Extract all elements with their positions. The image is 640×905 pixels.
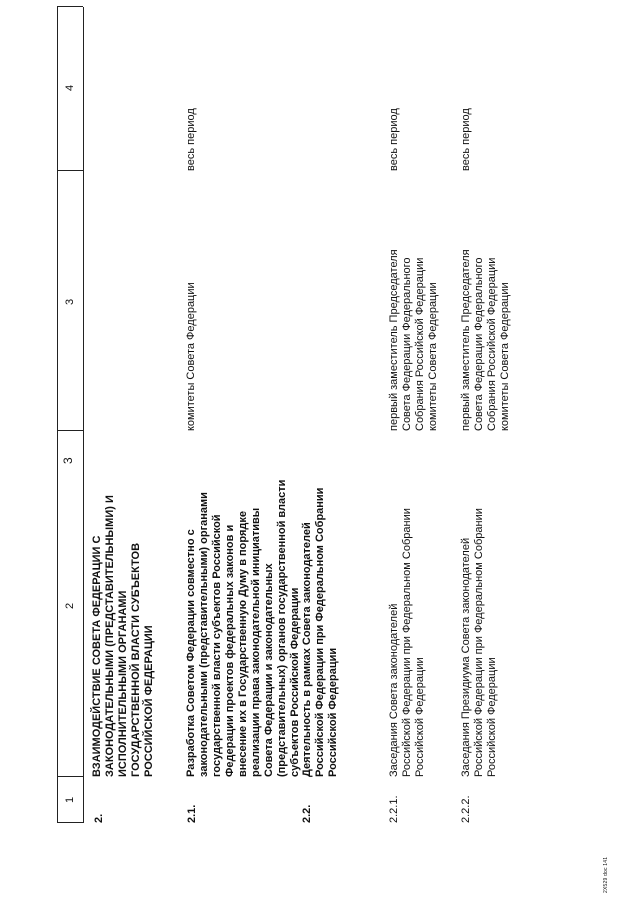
table-top-border: [57, 7, 58, 823]
row-number: 2.1.: [186, 804, 198, 823]
row-text: ВЗАИМОДЕЙСТВИЕ СОВЕТА ФЕДЕРАЦИИ С ЗАКОНОДАТЕЛЬНЫМИ (ПРЕДСТАВИТЕЛЬНЫМИ) И ИСПОЛНИТЕЛЬНЫМИ ОРГАНАМИ ГОСУДАРСТВЕННОЙ ВЛАСТИ СУБЪЕКТОВ РОССИЙСКОЙ ФЕДЕРАЦИИ: [91, 495, 155, 777]
header-col-3: 3: [64, 298, 76, 305]
row-text: Заседания Совета законодателей Российской Федерации при Федеральном Собрании Российской Федерации: [388, 508, 426, 777]
page-number: 3: [61, 457, 75, 464]
header-col-2: 2: [64, 602, 76, 609]
col-divider-1: [57, 776, 83, 777]
row-number: 2.2.1.: [388, 795, 400, 823]
table-header-bottom-border: [83, 7, 84, 823]
row-period: весь период: [460, 108, 472, 171]
col-divider-3: [57, 170, 83, 171]
row-text: Заседания Президиума Совета законодателей Российской Федерации при Федеральном Собрании Российской Федерации: [460, 508, 498, 777]
row-period: весь период: [185, 108, 197, 171]
table-right-border: [57, 6, 83, 7]
header-col-4: 4: [64, 84, 76, 91]
row-text: Разработка Советом Федерации совместно с законодательными (представительными) органами государственной власти субъектов Российской Федерации проектов федеральных законов и внесение их в Государственную Думу в порядке реализации права законодательной инициативы Совета Федерации и законодательных (представительных) органов государственной власти субъектов Российской Федерации: [185, 479, 301, 777]
footer-code: 2X529 doc 141: [603, 856, 609, 893]
header-col-1: 1: [64, 796, 76, 803]
row-period: весь период: [388, 108, 400, 171]
table-left-border: [57, 822, 83, 823]
row-responsible: первый заместитель Председателя Совета Федерации Федерального Собрания Российской Федерации комитеты Совета Федерации: [388, 249, 439, 431]
row-number: 2.: [93, 813, 105, 823]
row-text: Деятельность в рамках Совета законодателей Российской Федерации при Федеральном Собрании Российской Федерации: [301, 487, 339, 777]
col-divider-2: [57, 430, 83, 431]
row-responsible: первый заместитель Председателя Совета Федерации Федерального Собрания Российской Федерации комитеты Совета Федерации: [460, 249, 511, 431]
row-number: 2.2.2.: [460, 795, 472, 823]
row-number: 2.2.: [301, 804, 313, 823]
row-responsible: комитеты Совета Федерации: [185, 282, 197, 431]
